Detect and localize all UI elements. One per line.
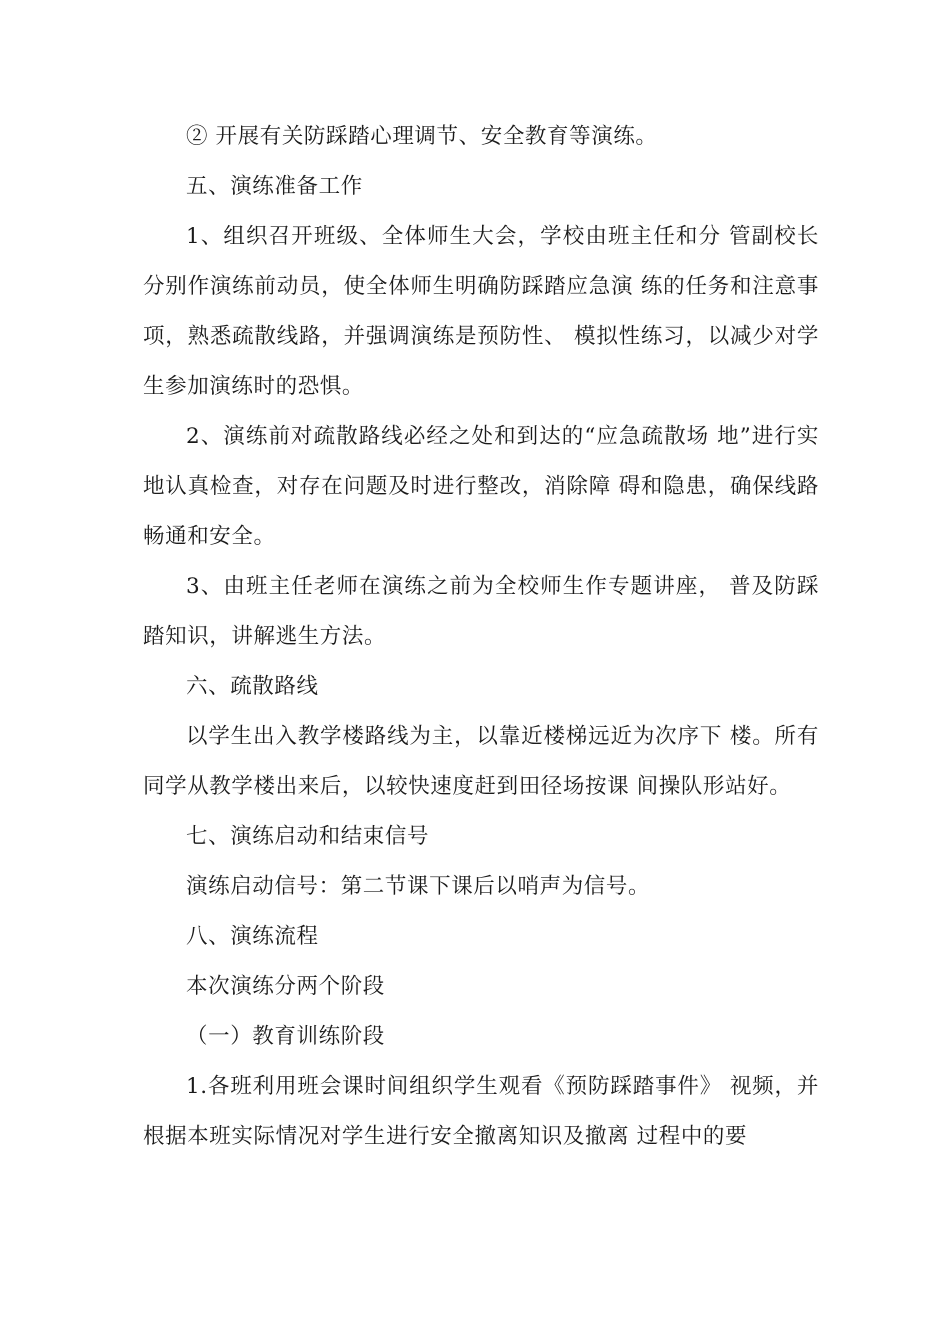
subsection-heading-1: （一）教育训练阶段 <box>186 1024 385 1049</box>
paragraph-prep-1: 1、组织召开班级、全体师生大会，学校由班主任和分 管副校长分别作演练前动员，使全体师生明确防踩踏应急演 练的任务和注意事项，熟悉疏散线路，并强调演练是预防性、 模拟性练习，以减少对学生参加演练时的恐惧。 <box>143 224 819 399</box>
paragraph-drill-item-2: ② 开展有关防踩踏心理调节、安全教育等演练。 <box>186 124 658 149</box>
paragraph-route: 以学生出入教学楼路线为主，以靠近楼梯远近为次序下 楼。所有同学从教学楼出来后，以较快速度赶到田径场按课 间操队形站好。 <box>143 724 819 799</box>
paragraph-stages: 本次演练分两个阶段 <box>186 974 385 999</box>
section-heading-6: 六、疏散路线 <box>186 674 319 699</box>
section-heading-7: 七、演练启动和结束信号 <box>186 824 430 849</box>
paragraph-training-1: 1.各班利用班会课时间组织学生观看《预防踩踏事件》 视频，并根据本班实际情况对学生进行安全撤离知识及撤离 过程中的要 <box>143 1074 819 1149</box>
section-heading-8: 八、演练流程 <box>186 924 319 949</box>
document-body <box>143 112 819 1162</box>
paragraph-prep-3: 3、由班主任老师在演练之前为全校师生作专题讲座， 普及防踩踏知识，讲解逃生方法。 <box>143 574 819 649</box>
paragraph-signal: 演练启动信号：第二节课下课后以哨声为信号。 <box>186 874 651 899</box>
paragraph-prep-2: 2、演练前对疏散路线必经之处和到达的“应急疏散场 地”进行实地认真检查，对存在问题及时进行整改，消除障 碍和隐患，确保线路畅通和安全。 <box>143 424 819 549</box>
section-heading-5: 五、演练准备工作 <box>186 174 363 199</box>
